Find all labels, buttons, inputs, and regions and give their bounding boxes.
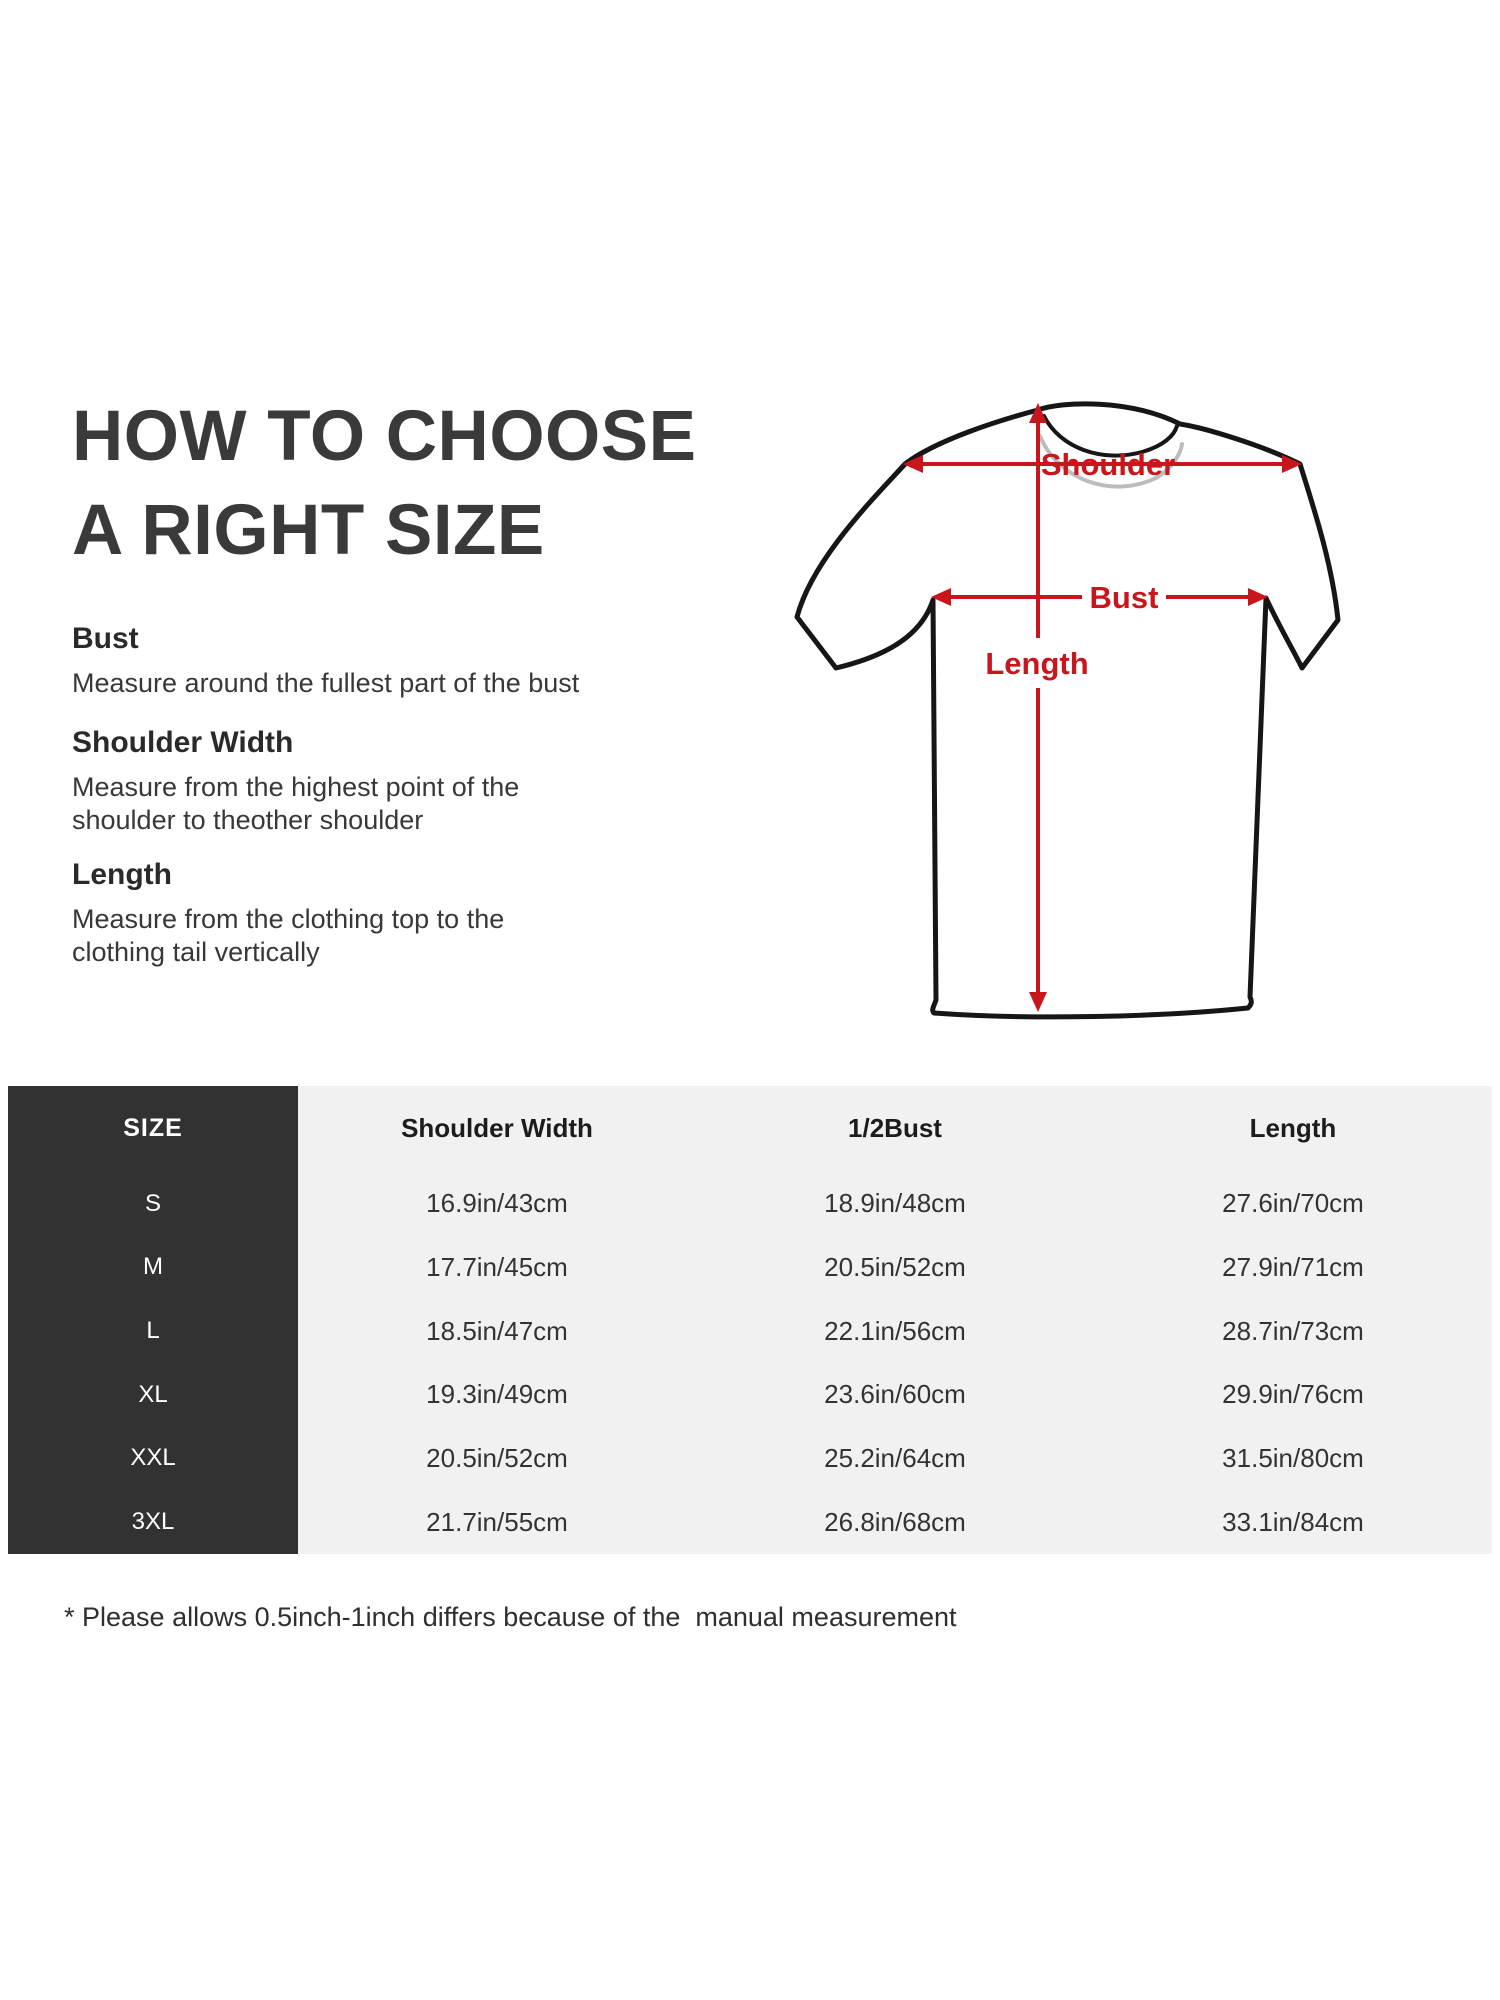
size-label: 3XL bbox=[8, 1490, 298, 1554]
table-row-m bbox=[8, 1236, 1492, 1300]
instruction-shoulder-text: Measure from the highest point of the bbox=[72, 772, 520, 802]
length-arrow-label: Length bbox=[985, 646, 1089, 681]
instruction-length bbox=[72, 858, 672, 969]
size-table bbox=[8, 1086, 1492, 1554]
table-row-s bbox=[8, 1172, 1492, 1236]
page-title-line1: HOW TO CHOOSE bbox=[72, 397, 697, 476]
half-bust-value: 22.1in/56cm bbox=[824, 1315, 966, 1346]
shoulder-arrow-label: Shoulder bbox=[1040, 447, 1176, 482]
table-row-l bbox=[8, 1299, 1492, 1363]
length-value: 29.9in/76cm bbox=[1222, 1379, 1364, 1410]
instruction-bust-text: Measure around the fullest part of the bust bbox=[72, 668, 580, 698]
table-row-xl bbox=[8, 1363, 1492, 1427]
tshirt-measurement-diagram bbox=[700, 370, 1460, 1070]
instruction-bust bbox=[72, 622, 672, 700]
size-label: XL bbox=[8, 1363, 298, 1427]
shoulder-width-value: 21.7in/55cm bbox=[426, 1506, 568, 1537]
table-row-3xl bbox=[8, 1490, 1492, 1554]
shoulder-width-value: 20.5in/52cm bbox=[426, 1442, 568, 1473]
page-title-line2: A RIGHT SIZE bbox=[72, 491, 545, 570]
instruction-length-text-2: clothing tail vertically bbox=[72, 937, 320, 967]
shoulder-width-value: 18.5in/47cm bbox=[426, 1315, 568, 1346]
shoulder-width-value: 16.9in/43cm bbox=[426, 1188, 568, 1219]
tshirt-outline bbox=[797, 404, 1338, 1017]
shoulder-width-value: 17.7in/45cm bbox=[426, 1251, 568, 1282]
size-label: M bbox=[8, 1236, 298, 1300]
bust-arrow-label: Bust bbox=[1089, 580, 1159, 615]
instruction-shoulder-text-2: shoulder to theother shoulder bbox=[72, 805, 424, 835]
size-table-header-shoulder-width: Shoulder Width bbox=[401, 1113, 593, 1144]
length-value: 28.7in/73cm bbox=[1222, 1315, 1364, 1346]
instruction-length-text: Measure from the clothing top to the bbox=[72, 904, 505, 934]
half-bust-value: 25.2in/64cm bbox=[824, 1442, 966, 1473]
instruction-bust-heading: Bust bbox=[72, 622, 139, 655]
size-label: S bbox=[8, 1172, 298, 1236]
size-table-header-half-bust: 1/2Bust bbox=[848, 1113, 942, 1144]
page-title bbox=[72, 390, 697, 578]
instruction-shoulder-heading: Shoulder Width bbox=[72, 726, 294, 759]
size-table-header-row bbox=[8, 1086, 1492, 1172]
size-label: XXL bbox=[8, 1427, 298, 1491]
shoulder-width-value: 19.3in/49cm bbox=[426, 1379, 568, 1410]
half-bust-value: 26.8in/68cm bbox=[824, 1506, 966, 1537]
instruction-shoulder-width bbox=[72, 726, 672, 837]
measurement-disclaimer: * Please allows 0.5inch-1inch differs because of the manual measurement bbox=[64, 1602, 957, 1632]
length-value: 27.6in/70cm bbox=[1222, 1188, 1364, 1219]
half-bust-value: 18.9in/48cm bbox=[824, 1188, 966, 1219]
length-value: 27.9in/71cm bbox=[1222, 1251, 1364, 1282]
instruction-length-heading: Length bbox=[72, 858, 172, 891]
length-value: 33.1in/84cm bbox=[1222, 1506, 1364, 1537]
size-table-header-length: Length bbox=[1249, 1113, 1337, 1144]
half-bust-value: 20.5in/52cm bbox=[824, 1251, 966, 1282]
size-table-header-size: SIZE bbox=[8, 1086, 298, 1172]
size-label: L bbox=[8, 1299, 298, 1363]
length-value: 31.5in/80cm bbox=[1222, 1442, 1364, 1473]
table-row-xxl bbox=[8, 1427, 1492, 1491]
half-bust-value: 23.6in/60cm bbox=[824, 1379, 966, 1410]
